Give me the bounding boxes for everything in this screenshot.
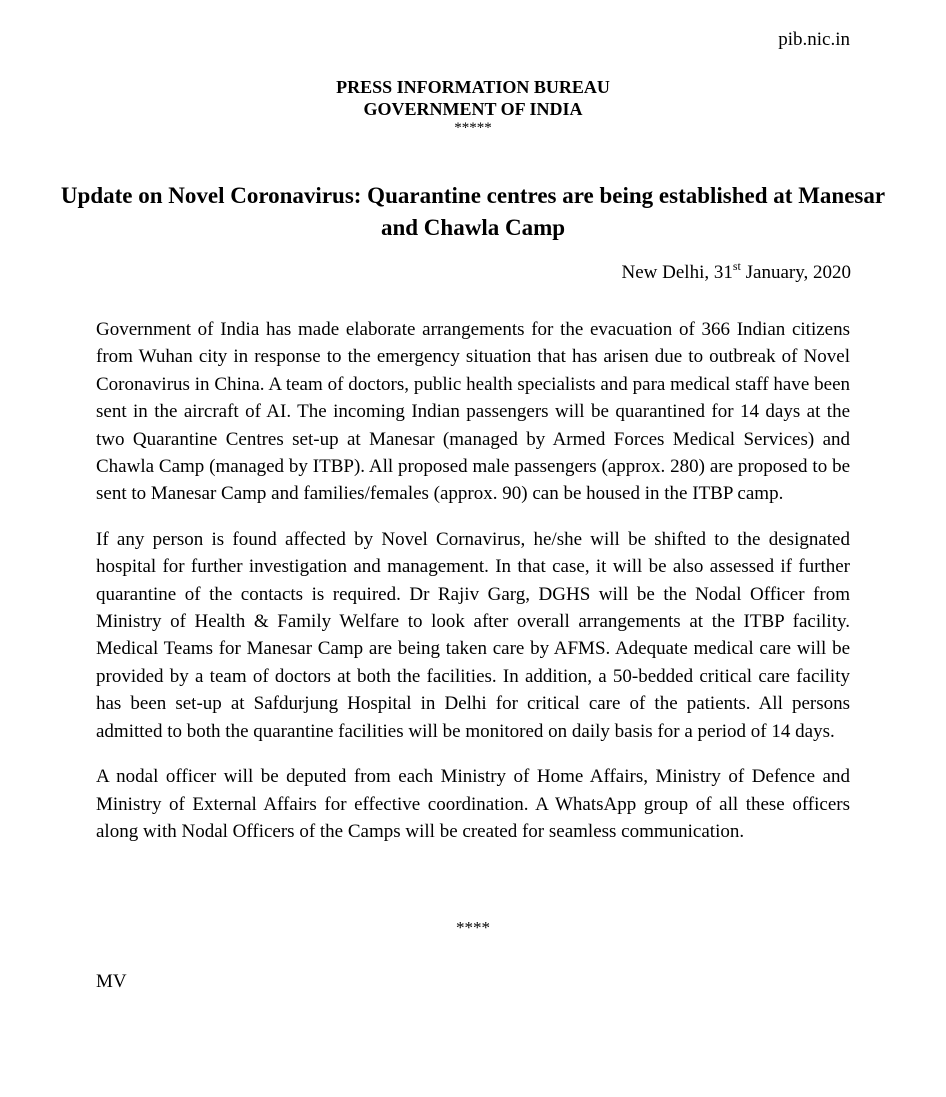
dateline-prefix: New Delhi, 31 — [621, 262, 733, 283]
issuer-government: GOVERNMENT OF INDIA — [363, 99, 583, 119]
dateline — [622, 260, 851, 286]
body-paragraph-2: If any person is found affected by Novel Cornavirus, he/she will be shifted to the designated hospital for further investigation and management. In that case, it will be also assessed if further quarantine of the contacts is required. Dr Rajiv Garg, DGHS will be the Nodal Officer from Ministry of Health & Family Welfare to look after overall arrangements at the ITBP facility. Medical Teams for Manesar Camp are being taken care by AFMS. Adequate medical care will be provided by a team of doctors at both the facilities. In addition, a 50-bedded critical care facility has been set-up at Safdurjung Hospital in Delhi for critical care of the patients. All persons admitted to both the quarantine facilities will be monitored on daily basis for a period of 14 days. — [96, 528, 850, 742]
body-paragraph-1: Government of India has made elaborate arrangements for the evacuation of 366 Indian citizens from Wuhan city in response to the emergency situation that has arisen due to outbreak of Novel Coronavirus in China. A team of doctors, public health specialists and para medical staff have been sent in the aircraft of AI. The incoming Indian passengers will be quarantined for 14 days at the two Quarantine Centres set-up at Manesar (managed by Armed Forces Medical Services) and Chawla Camp (managed by ITBP). All proposed male passengers (approx. 280) are proposed to be sent to Manesar Camp and families/females (approx. 90) can be housed in the ITBP camp. — [96, 319, 850, 505]
author-initials: MV — [96, 971, 127, 992]
body-paragraph-3: A nodal officer will be deputed from each Ministry of Home Affairs, Ministry of Defence and Ministry of External Affairs for effective coordination. A WhatsApp group of all these officers along with Nodal Officers of the Camps will be created for seamless communication. — [96, 766, 850, 842]
site-url: pib.nic.in — [778, 29, 850, 50]
header-separator: ***** — [454, 120, 492, 136]
issuer-bureau: PRESS INFORMATION BUREAU — [336, 77, 610, 97]
issuer-header — [0, 76, 946, 136]
dateline-ordinal: st — [732, 259, 741, 273]
press-release-title: Update on Novel Coronavirus: Quarantine centres are being established at Manesar and Chawla Camp — [60, 183, 886, 240]
press-release-body — [96, 316, 850, 863]
dateline-suffix: January, 2020 — [740, 262, 851, 283]
end-separator: **** — [456, 918, 490, 937]
